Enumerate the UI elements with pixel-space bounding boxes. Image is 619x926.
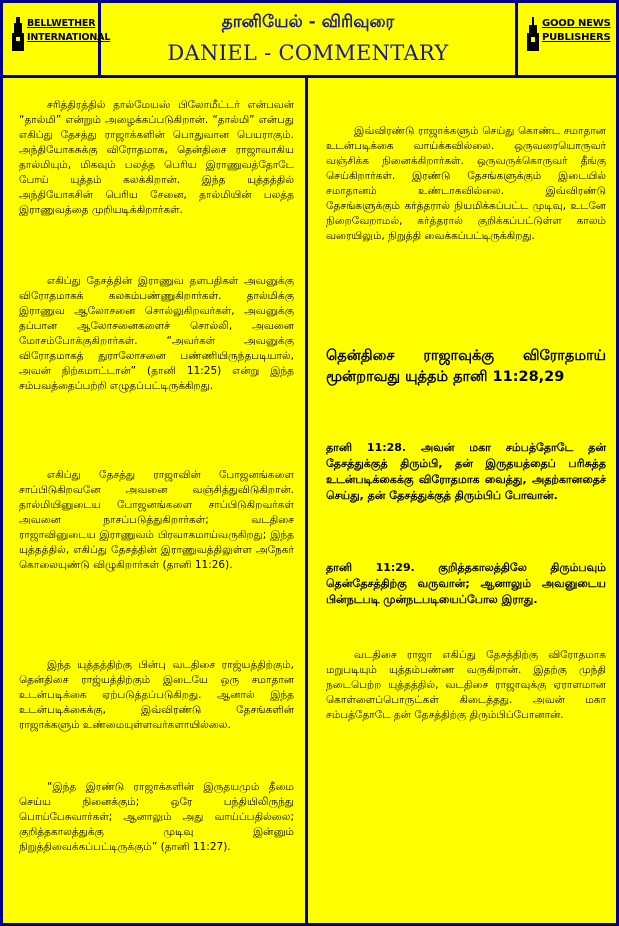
good-news-tower-icon — [526, 17, 540, 51]
good-news-line2: PUBLISHERS — [542, 32, 611, 43]
good-news-line1: GOOD NEWS — [542, 18, 611, 29]
left-paragraph-1: சரித்திரத்தில் தால்மேயஸ் பிலோமீட்டர் என்பவன் “தால்மி” என்றும் அழைக்கப்படுகிறான். “தால்மி” என்பது எகிப்து தேசத்து ராஜாக்களின் பொதுவான பெயராகும். அந்தியோகசுக்கு விரோதமாக, தென்திசை ராஜாவாகிய தால்மியும், மிகவும் பலத்த பெரிய இராணுவத்தோடே போய் யுத்தம் கலக்கிறான். இந்த யுத்தத்தில் அந்தியோகசின் பெரிய சேனை, தால்மியின் பலத்த இராணுவத்தை முறியடிக்கிறார்கள். — [19, 99, 294, 216]
right-column — [308, 78, 616, 923]
bellwether-logo — [3, 3, 111, 75]
bellwether-line2: INTERNATIONAL — [27, 32, 111, 43]
left-column — [3, 78, 308, 923]
good-news-logo — [515, 3, 616, 75]
left-paragraph-3: எகிப்து தேசத்து ராஜாவின் போஜனங்களை சாப்பிடுகிறவனே அவனை வஞ்சித்துவிடுகிறான். தால்மியினுடைய போஜனங்களை சாப்பிடுகிறவர்கள் அவனை நாசப்படுத்துகிறார்கள்; வடதிசை ராஜாவினுடைய இராணுவம் பிரவாகமாய்வருகிறது; இந்த யுத்தத்தில், எகிப்து தேசத்தின் இராணுவத்திலுள்ள அநேகர் கொலையுண்டு விழுகிறார்கள் (தானி 11:26). — [19, 469, 294, 571]
page-header — [0, 0, 619, 78]
left-paragraph-2: எகிப்து தேசத்தின் இராணுவ தளபதிகள் அவனுக்கு விரோதமாகக் கலகம்பண்ணுகிறார்கள். தால்மிக்கு இராணுவ ஆலோசனை சொல்லுகிறவர்கள், அவனுக்கு தப்பான ஆலோசனைகளைச் சொல்லி, அவனை மோசம்போக்குகிறார்கள். “அவர்கள் அவனுக்கு விரோதமாகத் துராலோசனை பண்ணியிருந்தபடியால், அவன் நிற்கமாட்டான்” (தானி 11:25) என்று இந்த சம்பவத்தைப்பற்றி எழுதப்பட்டிருக்கிறது. — [19, 275, 294, 392]
section-heading: தென்திசை ராஜாவுக்கு விரோதமாய் மூன்றாவது யுத்தம் தானி 11:28,29 — [326, 348, 606, 385]
right-closing-paragraph: வடதிசை ராஜா எகிப்து தேசத்திற்கு விரோதமாக மறுபடியும் யுத்தம்பண்ண வருகிறான். இதற்கு முந்தி நடைபெற்ற யுத்தத்தில், வடதிசை ராஜாவுக்கு ஏராளமான கொள்ளைப்பொருட்கள் கிடைத்தது. அவன் மகா சம்பத்தோடே தன் தேசத்திற்கு திரும்பிப்போனான். — [326, 649, 606, 721]
title-english: DANIEL - COMMENTARY — [167, 41, 449, 65]
left-paragraph-5: “இந்த இரண்டு ராஜாக்களின் இருதயமும் தீமை செய்ய நினைக்கும்; ஒரே பந்தியிலிருந்து பொய்பேசுவார்கள்; ஆனாலும் அது வாய்ப்பதில்லை; குறித்தகாலத்துக்கு முடிவு இன்னும் நிறுத்திவைக்கப்பட்டிருக்கும்” (தானி 11:27). — [19, 781, 294, 853]
verse-11-28: தானி 11:28. அவன் மகா சம்பத்தோடே தன் தேசத்துக்குத் திரும்பி, தன் இருதயத்தைப் பரிசுத்த உடன்படிக்கைக்கு விரோதமாக வைத்து, அதற்கானதைச் செய்து, தன் தேசத்துக்குத் திரும்பிப் போவான். — [326, 441, 606, 502]
right-intro-paragraph: இவ்விரண்டு ராஜாக்களும் செய்து கொண்ட சமாதான உடன்படிக்கை வாய்க்கவில்லை. ஒருவரையொருவர் வஞ்சிக்க நினைக்கிறார்கள். ஒருவருக்கொருவர் தீங்கு செய்கிறார்கள். இரண்டு தேசங்களுக்கும் இடையில் சமாதானம் உண்டாகவில்லை. இவ்விரண்டு தேசங்களுக்கும் கர்த்தரால் நியமிக்கப்பட்ட முடிவு, உடனே நிறைவேறாமல், கர்த்தரால் குறிக்கப்பட்டுள்ள காலம் வரையிலும், நிறுத்தி வைக்கப்பட்டிருக்கிறது. — [326, 125, 606, 242]
verse-11-29: தானி 11:29. குறித்தகாலத்திலே திரும்பவும் தென்தேசத்திற்கு வருவான்; ஆனாலும் அவனுடைய பின்நடபடி முன்நடபடியைப்போல இராது. — [326, 561, 606, 606]
bellwether-building-icon — [11, 17, 25, 51]
title-area — [104, 3, 512, 75]
bellwether-line1: BELLWETHER — [27, 18, 96, 29]
title-tamil: தானியேல் - விரிவுரை — [221, 12, 395, 32]
left-paragraph-4: இந்த யுத்தத்திற்கு பின்பு வடதிசை ராஜ்யத்திற்கும், தென்திசை ராஜ்யத்திற்கும் இடையே ஒரு சமாதான உடன்படிக்கை ஏற்படுத்தப்படுகிறது. ஆனால் இந்த உடன்படிக்கைக்கு, இவ்விரண்டு தேசங்களின் ராஜாக்களும் உண்மையுள்ளவர்களாயில்லை. — [19, 659, 294, 731]
